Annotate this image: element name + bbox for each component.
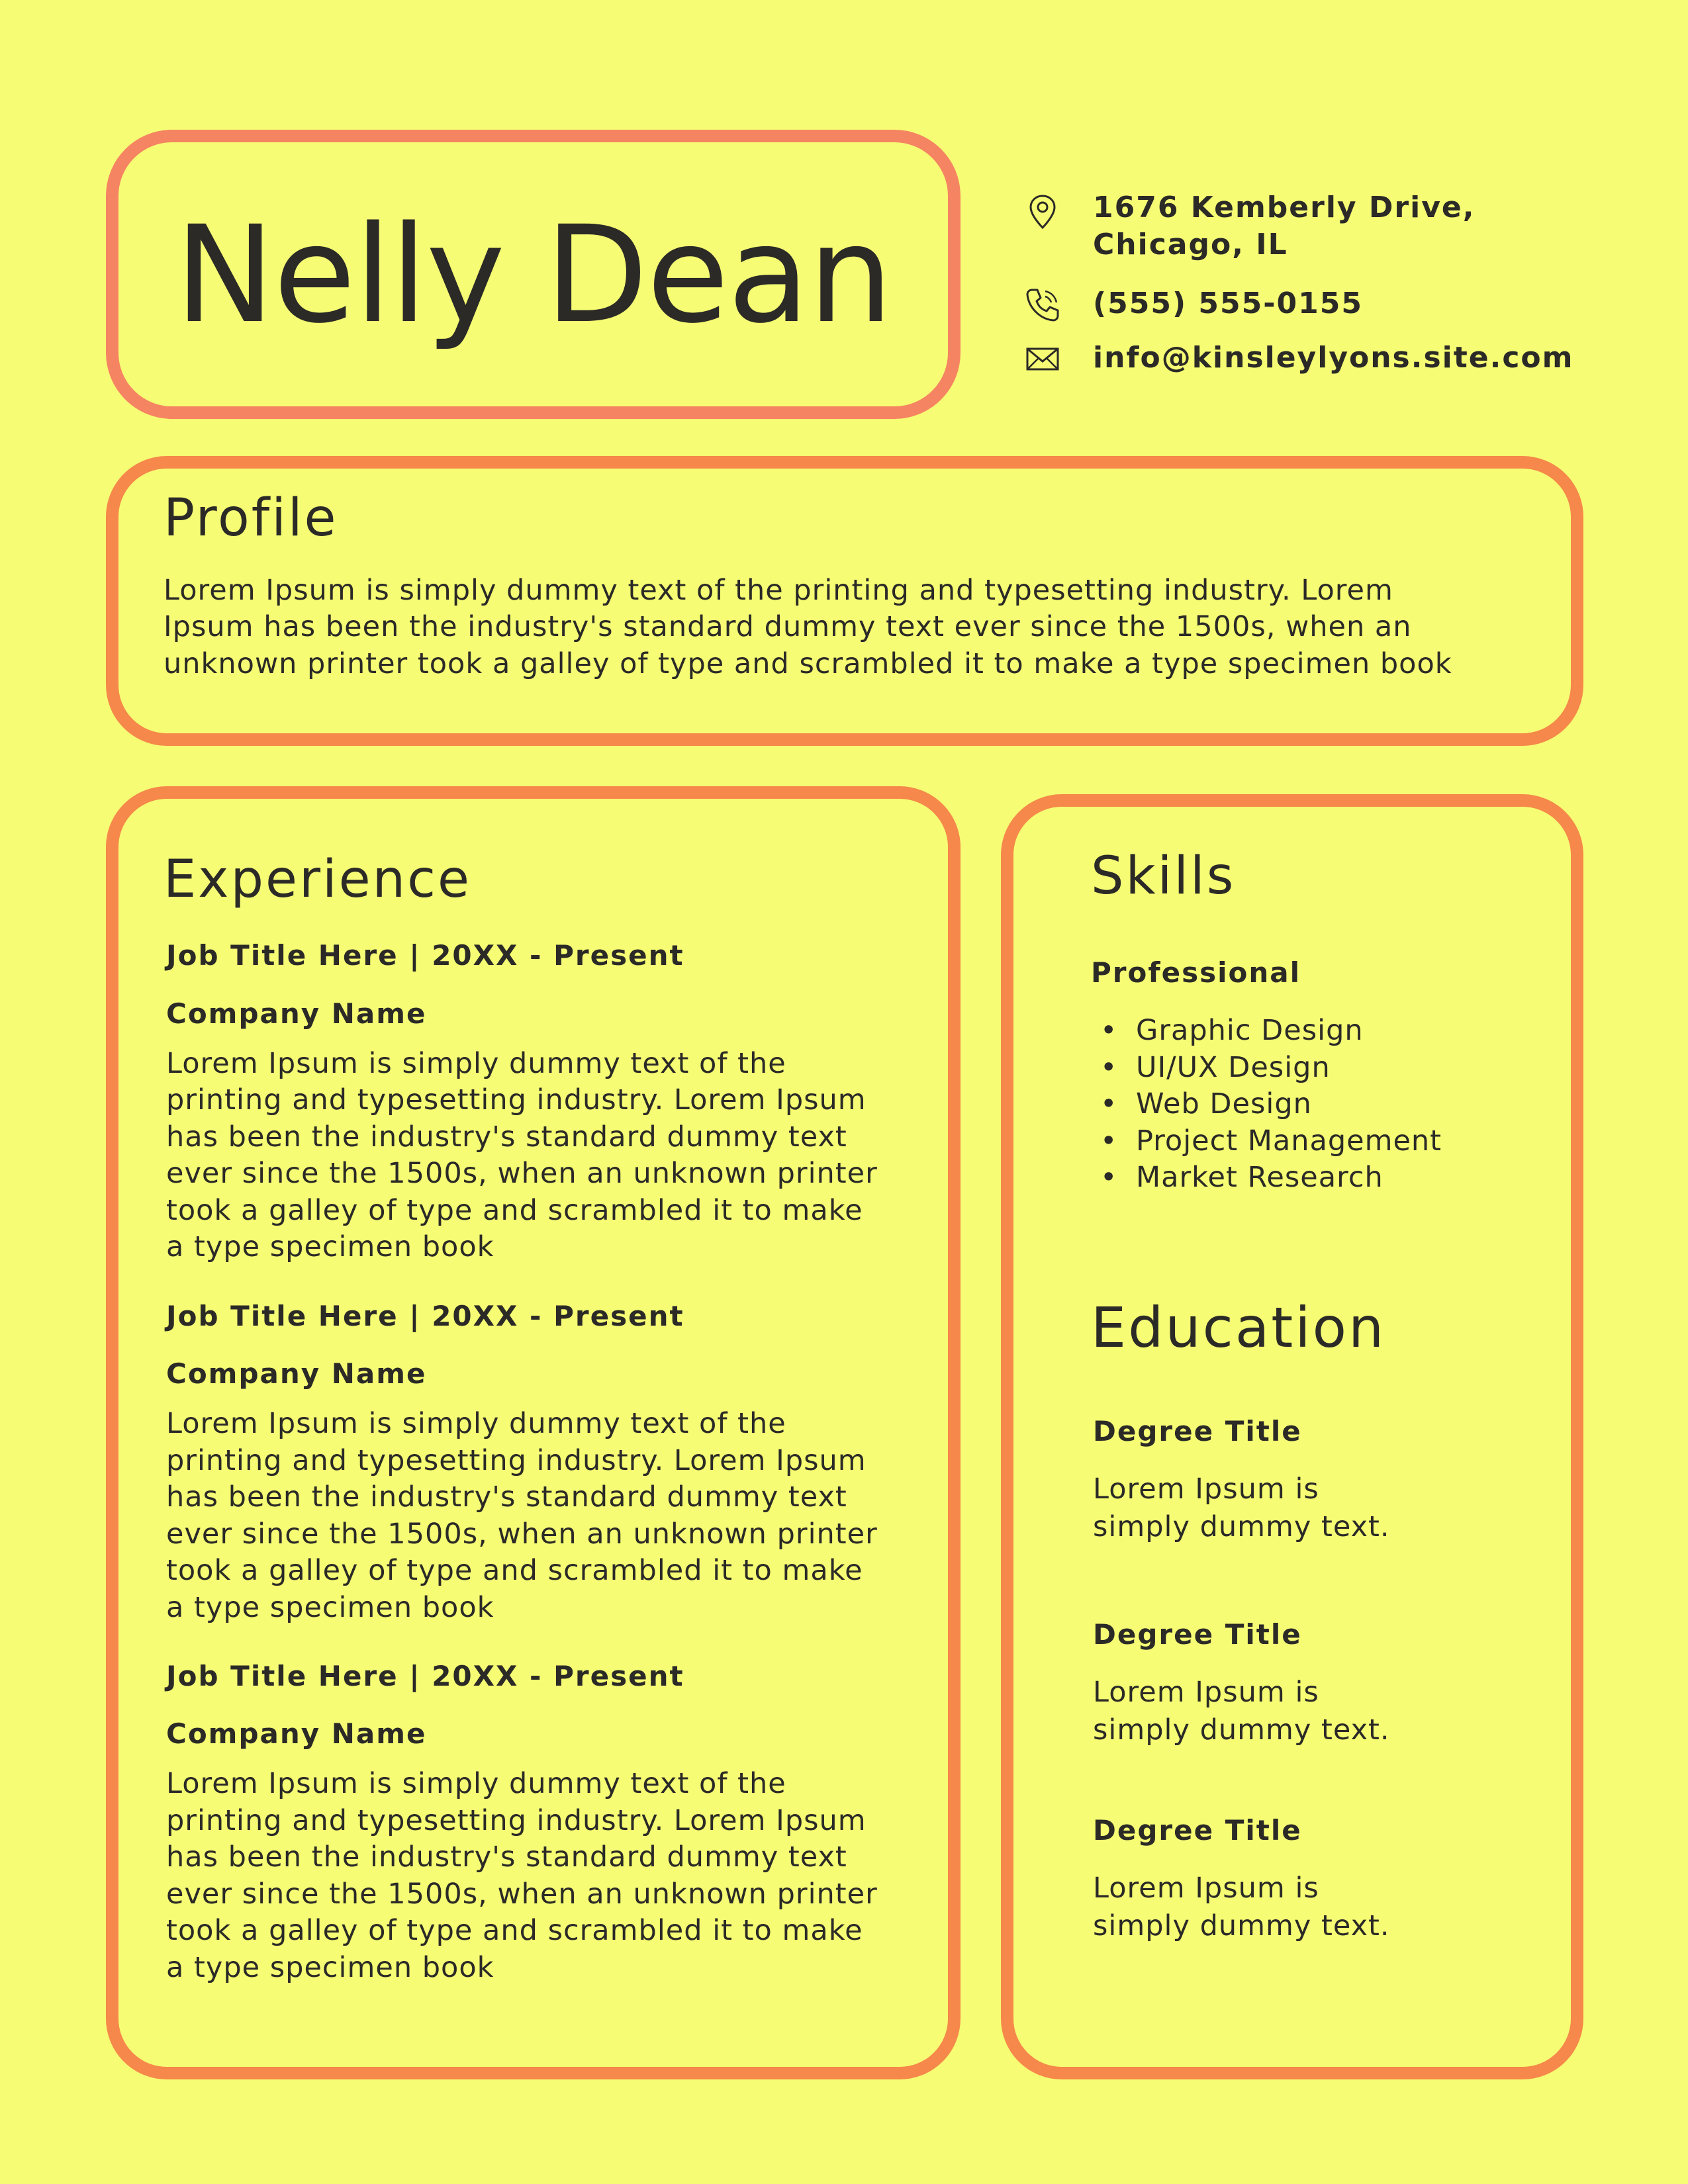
degree-title: Degree Title: [1093, 1618, 1302, 1651]
envelope-icon: [1023, 339, 1062, 379]
profile-line: Ipsum has been the industry's standard dummy text ever since the 1500s, when an: [164, 610, 1412, 643]
skill-label: Graphic Design: [1136, 1014, 1364, 1047]
degree-description-line: Lorem Ipsum is: [1093, 1872, 1319, 1905]
job-title: Job Title Here | 20XX - Present: [166, 939, 684, 972]
degree-title: Degree Title: [1093, 1814, 1302, 1846]
job-description-line: a type specimen book: [166, 1591, 494, 1624]
skill-label: Market Research: [1136, 1161, 1383, 1194]
profile-line: Lorem Ipsum is simply dummy text of the printing and typesetting industry. Lorem: [164, 574, 1393, 607]
skills-heading: Skills: [1091, 846, 1236, 906]
job-description-line: printing and typesetting industry. Lorem Ipsum: [166, 1444, 867, 1477]
job-description-line: has been the industry's standard dummy text: [166, 1841, 847, 1874]
job-description-line: a type specimen book: [166, 1951, 494, 1984]
degree-description-line: Lorem Ipsum is: [1093, 1676, 1319, 1709]
degree-title: Degree Title: [1093, 1415, 1302, 1447]
address-line-2: Chicago, IL: [1093, 228, 1288, 261]
phone-number: (555) 555-0155: [1093, 287, 1363, 320]
skill-label: UI/UX Design: [1136, 1050, 1331, 1084]
skill-item: [1091, 1050, 1442, 1087]
job-description-line: ever since the 1500s, when an unknown printer: [166, 1518, 878, 1551]
skill-item: [1091, 1086, 1442, 1123]
degree-description-line: Lorem Ipsum is: [1093, 1473, 1319, 1506]
job-description-line: took a galley of type and scrambled it to make: [166, 1194, 863, 1227]
job-description-line: printing and typesetting industry. Lorem Ipsum: [166, 1804, 867, 1837]
job-title: Job Title Here | 20XX - Present: [166, 1660, 684, 1692]
job-description-line: ever since the 1500s, when an unknown printer: [166, 1157, 878, 1190]
candidate-name: Nelly Dean: [174, 196, 892, 353]
skill-item: [1091, 1013, 1442, 1050]
profile-heading: Profile: [164, 488, 338, 548]
skill-item: [1091, 1123, 1442, 1160]
company-name: Company Name: [166, 997, 427, 1030]
bullet-icon: •: [1100, 1014, 1118, 1047]
skills-subheading: Professional: [1091, 956, 1301, 989]
job-description-line: has been the industry's standard dummy text: [166, 1480, 847, 1514]
job-description-line: printing and typesetting industry. Lorem Ipsum: [166, 1083, 867, 1116]
job-description-line: ever since the 1500s, when an unknown printer: [166, 1878, 878, 1911]
degree-description-line: simply dummy text.: [1093, 1510, 1390, 1543]
company-name: Company Name: [166, 1717, 427, 1750]
bullet-icon: •: [1100, 1050, 1118, 1084]
skill-item: [1091, 1160, 1442, 1197]
skill-label: Web Design: [1136, 1087, 1312, 1120]
bullet-icon: •: [1100, 1124, 1118, 1158]
skills-list: [1091, 1013, 1442, 1197]
degree-description-line: simply dummy text.: [1093, 1713, 1390, 1747]
education-heading: Education: [1091, 1295, 1386, 1360]
job-description-line: has been the industry's standard dummy text: [166, 1120, 847, 1154]
bullet-icon: •: [1100, 1087, 1118, 1120]
job-description-line: Lorem Ipsum is simply dummy text of the: [166, 1047, 786, 1080]
degree-description-line: simply dummy text.: [1093, 1909, 1390, 1942]
job-description-line: a type specimen book: [166, 1230, 494, 1263]
job-description-line: Lorem Ipsum is simply dummy text of the: [166, 1407, 786, 1440]
job-title: Job Title Here | 20XX - Present: [166, 1300, 684, 1332]
job-description-line: Lorem Ipsum is simply dummy text of the: [166, 1767, 786, 1800]
address-line-1: 1676 Kemberly Drive,: [1093, 191, 1476, 224]
profile-line: unknown printer took a galley of type and scrambled it to make a type specimen book: [164, 647, 1452, 680]
skill-label: Project Management: [1136, 1124, 1442, 1158]
bullet-icon: •: [1100, 1161, 1118, 1194]
experience-heading: Experience: [164, 850, 471, 909]
job-description-line: took a galley of type and scrambled it to make: [166, 1554, 863, 1587]
phone-icon: [1023, 285, 1062, 324]
email-address: info@kinsleylyons.site.com: [1093, 341, 1574, 375]
job-description-line: took a galley of type and scrambled it to make: [166, 1914, 863, 1947]
company-name: Company Name: [166, 1357, 427, 1390]
location-pin-icon: [1023, 192, 1062, 232]
